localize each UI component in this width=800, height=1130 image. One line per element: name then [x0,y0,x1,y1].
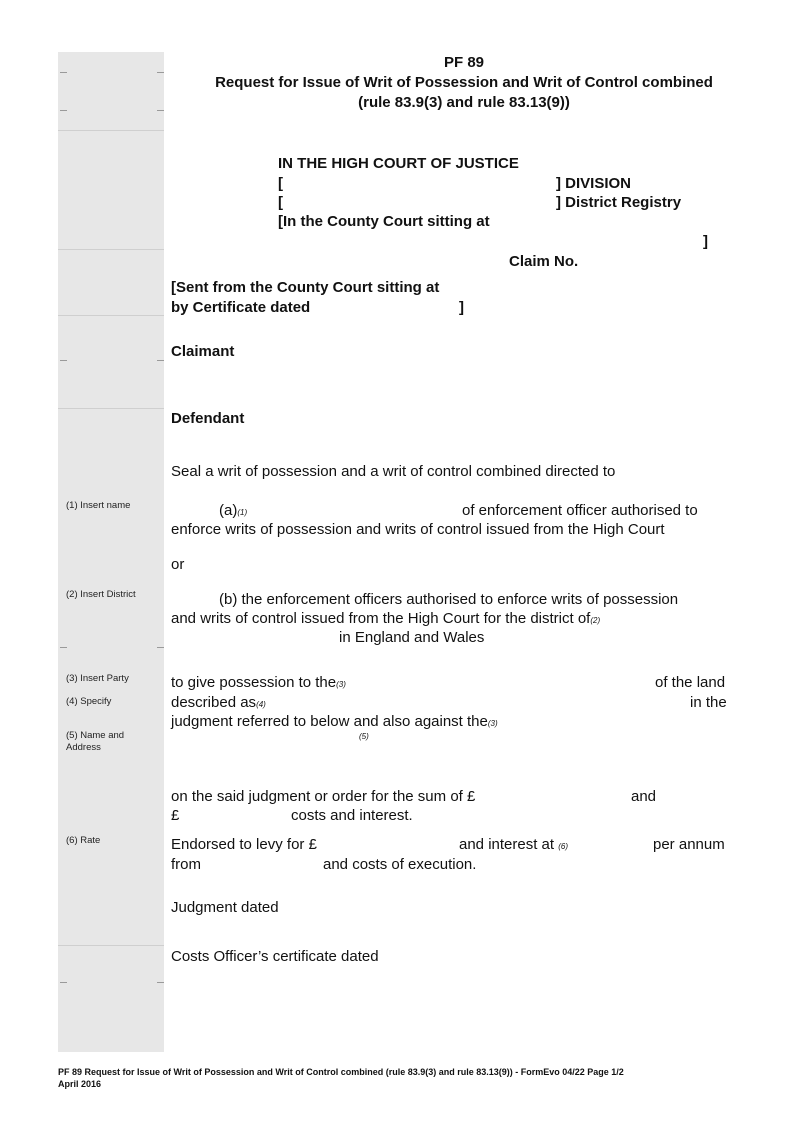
option-b-mark: (2) [590,616,601,625]
registry-bracket-open: [ [278,194,283,211]
name-address-mark: (5) [359,732,369,741]
rate-mark: (6) [558,842,569,851]
per-annum: per annum [653,836,725,853]
give-possession [171,674,346,691]
described-as-text: described as [171,694,257,711]
form-code: PF 89 [443,54,485,71]
margin-tick [60,110,67,111]
claim-number-label: Claim No. [509,253,579,270]
described-as [171,694,266,711]
margin-note-insert-district: (2) Insert District [66,589,136,600]
footer-date: April 2016 [58,1079,102,1089]
margin-note-insert-party: (3) Insert Party [66,673,129,684]
party-mark: (3) [487,719,498,728]
option-a-mark: (1) [237,508,248,517]
judgment-against-text: judgment referred to below and also against the [171,713,488,730]
margin-note-name-address: (5) Name and Address [66,730,125,753]
margin-tick [60,982,67,983]
in-the: in the [690,694,727,711]
division-label: ] DIVISION [556,175,632,192]
costs-officer-certificate: Costs Officer’s certificate dated [171,948,379,965]
margin-tick [157,360,164,361]
claimant-label: Claimant [171,343,235,360]
margin-separator [58,315,164,316]
margin-tick [157,982,164,983]
option-a-text-cont: enforce writs of possession and writs of control issued from the High Court [171,521,665,538]
footer-line: PF 89 Request for Issue of Writ of Possession and Writ of Control combined (rule 83.9(3) and rule 83.13(9)) - FormEvo 04/22 Page 1/2 [58,1067,624,1077]
margin-separator [58,945,164,946]
interest-at-text: and interest at [459,836,555,853]
judgment-dated: Judgment dated [171,899,279,916]
margin-note-specify: (4) Specify [66,696,112,707]
sum-line: on the said judgment or order for the sum of £ [171,788,476,805]
of-the-land: of the land [655,674,726,691]
division-bracket-open: [ [278,175,283,192]
option-a-text: of enforcement officer authorised to [462,502,698,519]
and-label: and [631,788,657,805]
margin-tick [157,647,164,648]
margin-note-rate: (6) Rate [66,835,101,846]
county-court-bracket-close: ] [703,233,708,250]
margin-separator [58,408,164,409]
pound-sign: £ [171,807,180,824]
margin-separator [58,130,164,131]
county-court-label: [In the County Court sitting at [278,213,490,230]
seal-instruction: Seal a writ of possession and a writ of control combined directed to [171,463,616,480]
specify-mark: (4) [256,700,266,709]
party-mark: (3) [336,680,346,689]
give-possession-text: to give possession to the [171,674,337,691]
form-rule: (rule 83.9(3) and rule 83.13(9)) [358,94,570,111]
certificate-dated-label: by Certificate dated [171,299,311,316]
certificate-bracket-close: ] [459,299,464,316]
defendant-label: Defendant [171,410,245,427]
costs-interest: costs and interest. [291,807,413,824]
court-name: IN THE HIGH COURT OF JUSTICE [278,155,519,172]
margin-column [58,52,164,1052]
margin-separator [58,249,164,250]
option-b-district: and writs of control issued from the High Court for the district of [171,610,591,627]
sent-from-line: [Sent from the County Court sitting at [171,279,440,296]
or-label: or [171,556,185,573]
option-b-text: (b) the enforcement officers authorised to enforce writs of possession [219,591,679,608]
interest-at [459,836,568,853]
registry-label: ] District Registry [556,194,682,211]
margin-tick [60,647,67,648]
endorsed-levy: Endorsed to levy for £ [171,836,317,853]
costs-execution: and costs of execution. [323,856,477,873]
margin-tick [60,360,67,361]
form-title: Request for Issue of Writ of Possession and Writ of Control combined [215,74,713,91]
option-a-letter: (a) [219,502,238,519]
page-footer [58,1066,624,1090]
england-wales: in England and Wales [339,629,485,646]
from-label: from [171,856,201,873]
margin-note-insert-name: (1) Insert name [66,500,131,511]
margin-tick [157,72,164,73]
margin-tick [60,72,67,73]
margin-tick [157,110,164,111]
option-a-label [219,502,247,519]
judgment-against [171,713,498,730]
option-b-text-cont [171,610,600,627]
